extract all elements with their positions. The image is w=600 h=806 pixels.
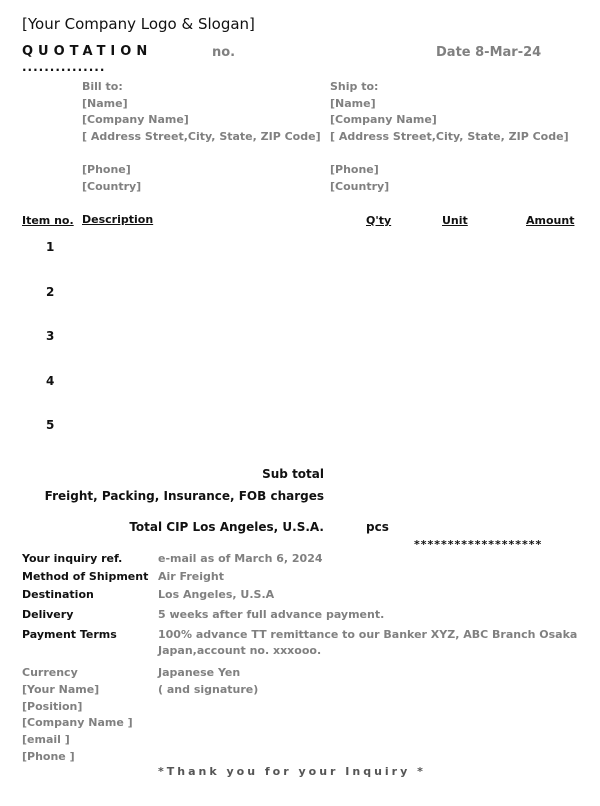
signer-company: [Company Name ] — [22, 716, 133, 729]
bill-to-address: [ Address Street,City, State, ZIP Code] — [82, 130, 321, 143]
ship-to-country: [Country] — [330, 180, 390, 193]
col-unit: Unit — [442, 214, 468, 227]
bill-to-name: [Name] — [82, 97, 128, 110]
title-dots: ............... — [22, 60, 106, 74]
signer-position: [Position] — [22, 700, 83, 713]
bill-to-company: [Company Name] — [82, 113, 189, 126]
ship-to-phone: [Phone] — [330, 163, 379, 176]
date-value: 8-Mar-24 — [475, 45, 542, 60]
signer-name: [Your Name] — [22, 683, 100, 696]
item-row-1: 1 — [46, 240, 55, 254]
item-row-2: 2 — [46, 285, 55, 299]
document-title: QUOTATION — [22, 44, 153, 59]
payment-terms-line-1: 100% advance TT remittance to our Banker XYZ, ABC Branch Osaka — [158, 628, 578, 641]
thank-you-note: *Thank you for your Inquiry * — [158, 765, 426, 778]
col-qty: Q'ty — [366, 214, 392, 227]
signature-note: ( and signature) — [158, 683, 259, 696]
date-label: Date — [436, 45, 471, 60]
total-unit: pcs — [366, 520, 389, 534]
shipment-label: Method of Shipment — [22, 570, 149, 583]
quotation-date — [436, 45, 541, 60]
col-amount: Amount — [526, 214, 575, 227]
item-row-3: 3 — [46, 329, 55, 343]
bill-to-label: Bill to: — [82, 80, 123, 93]
total-label: Total CIP Los Angeles, U.S.A. — [129, 520, 324, 534]
shipment-value: Air Freight — [158, 570, 224, 583]
destination-label: Destination — [22, 588, 94, 601]
bill-to-country: [Country] — [82, 180, 142, 193]
inquiry-label: Your inquiry ref. — [22, 552, 123, 565]
ship-to-company: [Company Name] — [330, 113, 437, 126]
total-stars: ******************* — [414, 538, 543, 551]
delivery-label: Delivery — [22, 608, 74, 621]
bill-to-phone: [Phone] — [82, 163, 131, 176]
subtotal-label: Sub total — [262, 467, 324, 481]
signer-phone: [Phone ] — [22, 750, 75, 763]
ship-to-address: [ Address Street,City, State, ZIP Code] — [330, 130, 569, 143]
charges-label: Freight, Packing, Insurance, FOB charges — [44, 489, 324, 503]
destination-value: Los Angeles, U.S.A — [158, 588, 275, 601]
currency-label: Currency — [22, 666, 78, 679]
col-description: Description — [82, 213, 154, 226]
payment-terms-line-2: Japan,account no. xxxooo. — [158, 644, 322, 657]
delivery-value: 5 weeks after full advance payment. — [158, 608, 385, 621]
signer-email: [email ] — [22, 733, 70, 746]
item-row-5: 5 — [46, 418, 55, 432]
payment-terms-label: Payment Terms — [22, 628, 117, 641]
ship-to-name: [Name] — [330, 97, 376, 110]
company-logo-text: [Your Company Logo & Slogan] — [22, 15, 255, 33]
col-item-no: Item no. — [22, 214, 74, 227]
item-row-4: 4 — [46, 374, 55, 388]
ship-to-label: Ship to: — [330, 80, 379, 93]
inquiry-value: e-mail as of March 6, 2024 — [158, 552, 323, 565]
currency-value: Japanese Yen — [158, 666, 241, 679]
quotation-number-label: no. — [212, 45, 236, 60]
